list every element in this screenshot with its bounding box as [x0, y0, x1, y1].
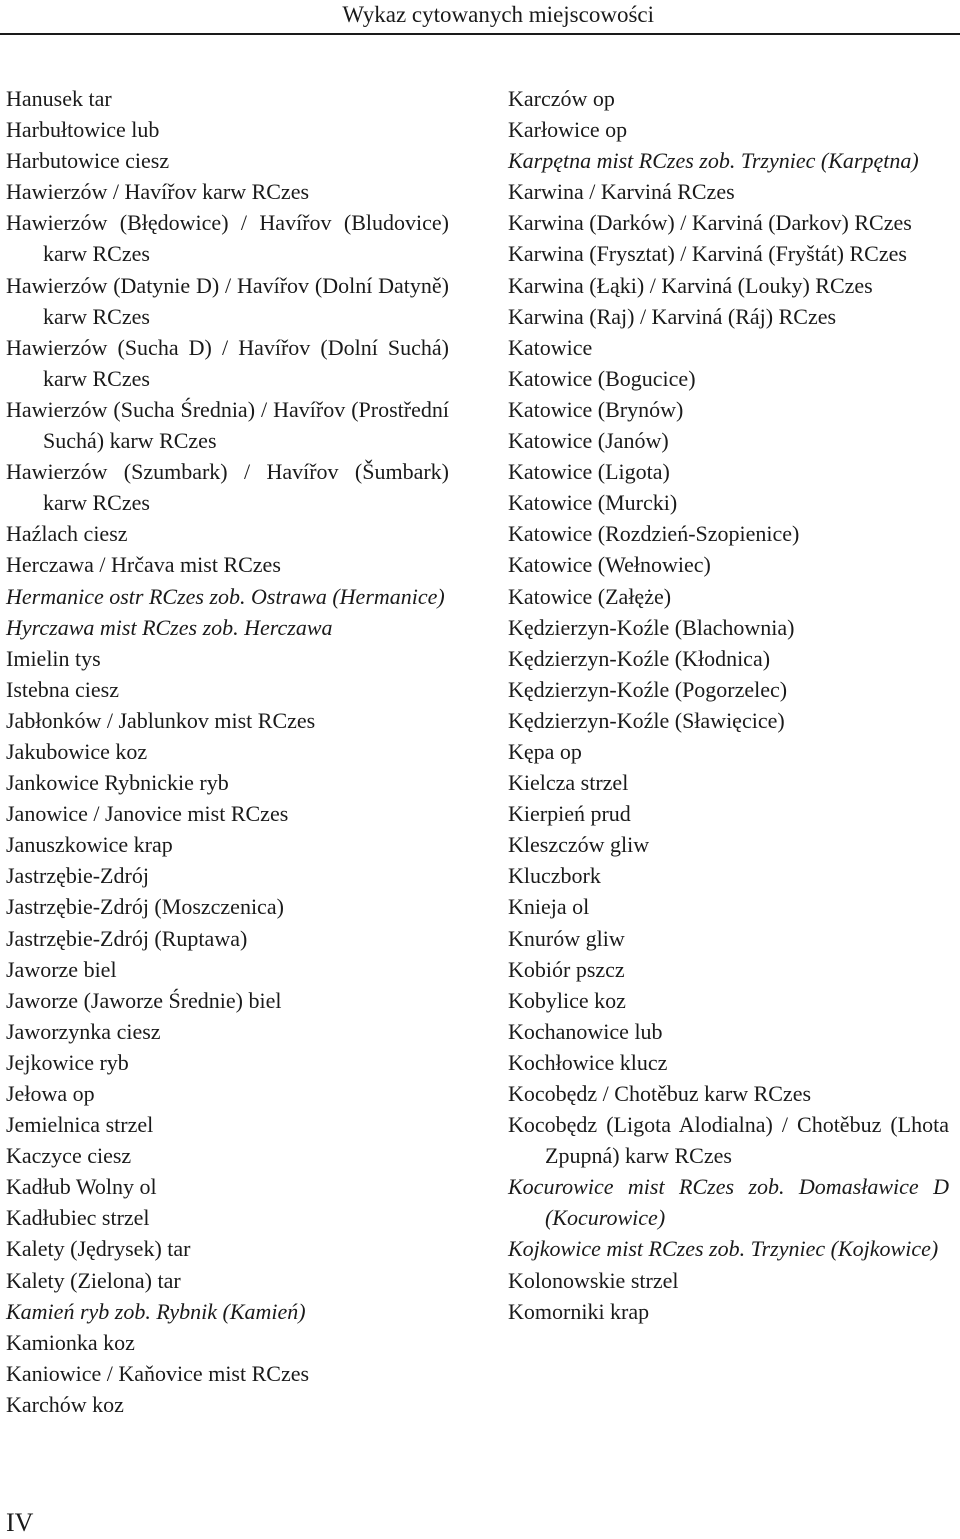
index-entry: Hawierzów (Szumbark) / Havířov (Šumbark) karw RCzes: [6, 459, 449, 516]
index-entry: Kolonowskie strzel: [508, 1267, 679, 1293]
index-column-right: [508, 83, 949, 1327]
index-entry: Hawierzów (Sucha D) / Havířov (Dolní Suchá) karw RCzes: [6, 334, 449, 391]
index-entry: Kluczbork: [508, 863, 601, 889]
index-entry: Katowice (Bogucice): [508, 365, 696, 391]
index-entry: Hawierzów / Havířov karw RCzes: [6, 179, 310, 205]
index-entry: Jaworzynka ciesz: [6, 1018, 161, 1044]
index-entry: Hanusek tar: [6, 86, 112, 111]
index-entry: Herczawa / Hrčava mist RCzes: [6, 552, 281, 578]
index-entry: Karwina (Frysztat) / Karviná (Fryštát) RCzes: [508, 241, 907, 267]
index-entry: Hawierzów (Sucha Średnia) / Havířov (Prostřední Suchá) karw RCzes: [6, 396, 449, 454]
index-entry: Jejkowice ryb: [6, 1049, 129, 1075]
index-entry: Kaniowice / Kaňovice mist RCzes: [6, 1360, 310, 1386]
index-entry: Kielcza strzel: [508, 770, 629, 796]
index-entry: Kamionka koz: [6, 1329, 135, 1355]
index-entry: Kalety (Zielona) tar: [6, 1267, 181, 1293]
index-entry: Jastrzębie-Zdrój (Ruptawa): [6, 925, 248, 951]
index-entry: Knurów gliw: [508, 925, 625, 951]
index-entry: Hawierzów (Błędowice) / Havířov (Bludovice) karw RCzes: [6, 210, 449, 267]
index-entry: Harbułtowice lub: [6, 117, 160, 143]
running-header-title: Wykaz cytowanych miejscowości: [342, 2, 654, 27]
index-entry: Harbutowice ciesz: [6, 148, 170, 174]
index-entry: Kędzierzyn-Koźle (Kłodnica): [508, 645, 771, 671]
index-entry: Kocobędz (Ligota Alodialna) / Chotěbuz (Lhota Zpupná) karw RCzes: [508, 1112, 949, 1169]
index-entry: Kamień ryb zob. Rybnik (Kamień): [6, 1298, 306, 1324]
index-entry: Haźlach ciesz: [6, 521, 128, 547]
index-entry: Kaczyce ciesz: [6, 1143, 132, 1169]
index-entry: Kobiór pszcz: [508, 956, 625, 982]
index-entry: Kadłubiec strzel: [6, 1205, 150, 1231]
index-entry: Kierpień prud: [508, 801, 631, 827]
index-entry: Kędzierzyn-Koźle (Blachownia): [508, 614, 795, 640]
index-entry: Karwina / Karviná RCzes: [508, 179, 735, 205]
index-entry: Karchów koz: [6, 1391, 124, 1417]
index-entry: Komorniki krap: [508, 1298, 650, 1324]
index-entry: Knieja ol: [508, 894, 590, 920]
index-entry: Katowice: [508, 334, 593, 360]
running-header: [0, 0, 960, 36]
index-entry: Katowice (Rozdzień-Szopienice): [508, 521, 800, 547]
index-entry: Jakubowice koz: [6, 738, 148, 764]
index-column-left: [6, 83, 449, 1420]
index-entry: Katowice (Janów): [508, 428, 669, 454]
index-entry: Hyrczawa mist RCzes zob. Herczawa: [6, 614, 333, 640]
index-entry: Jabłonków / Jablunkov mist RCzes: [6, 707, 316, 733]
index-entry: Karwina (Raj) / Karviná (Ráj) RCzes: [508, 303, 837, 329]
index-entry: Jaworze biel: [6, 956, 117, 982]
index-entry: Katowice (Brynów): [508, 396, 684, 422]
index-entry: Jastrzębie-Zdrój: [6, 863, 149, 889]
index-entry: Kępa op: [508, 738, 582, 764]
index-entry: Hawierzów (Datynie D) / Havířov (Dolní Datyně) karw RCzes: [6, 272, 449, 329]
index-entry: Karpętna mist RCzes zob. Trzyniec (Karpętna): [508, 148, 919, 174]
index-entry: Jełowa op: [6, 1081, 95, 1106]
index-entry: Katowice (Ligota): [508, 459, 670, 485]
index-entry: Katowice (Murcki): [508, 490, 678, 516]
index-entry: Kobylice koz: [508, 987, 626, 1013]
index-entry: Karłowice op: [508, 117, 628, 143]
index-entry: Katowice (Załęże): [508, 583, 672, 609]
index-entry: Jastrzębie-Zdrój (Moszczenica): [6, 894, 284, 920]
index-entry: Hermanice ostr RCzes zob. Ostrawa (Hermanice): [6, 583, 445, 609]
index-entry: Katowice (Wełnowiec): [508, 552, 711, 578]
index-entry: Kleszczów gliw: [508, 832, 650, 858]
index-entry: Kalety (Jędrysek) tar: [6, 1236, 191, 1262]
header-divider: [0, 33, 960, 35]
index-entry: Karwina (Darków) / Karviná (Darkov) RCzes: [508, 210, 912, 236]
page-number: IV: [6, 1508, 34, 1537]
index-entry: Kadłub Wolny ol: [6, 1174, 157, 1200]
index-entry: Jaworze (Jaworze Średnie) biel: [6, 987, 282, 1013]
index-entry: Kędzierzyn-Koźle (Pogorzelec): [508, 676, 788, 702]
index-entry: Kochłowice klucz: [508, 1049, 668, 1075]
index-entry: Imielin tys: [6, 645, 101, 671]
index-entry: Kochanowice lub: [508, 1018, 663, 1044]
index-entry: Istebna ciesz: [6, 676, 119, 702]
index-entry: Kocurowice mist RCzes zob. Domasławice D (Kocurowice): [508, 1174, 949, 1231]
index-entry: Karczów op: [508, 86, 615, 111]
index-entry: Januszkowice krap: [6, 832, 173, 858]
index-entry: Janowice / Janovice mist RCzes: [6, 801, 289, 827]
index-entry: Kędzierzyn-Koźle (Sławięcice): [508, 707, 785, 733]
index-entry: Jemielnica strzel: [6, 1112, 154, 1138]
index-entry: Jankowice Rybnickie ryb: [6, 770, 229, 796]
index-entry: Karwina (Łąki) / Karviná (Louky) RCzes: [508, 272, 873, 298]
index-entry: Kojkowice mist RCzes zob. Trzyniec (Kojkowice): [508, 1236, 939, 1262]
index-entry: Kocobędz / Chotěbuz karw RCzes: [508, 1081, 812, 1106]
